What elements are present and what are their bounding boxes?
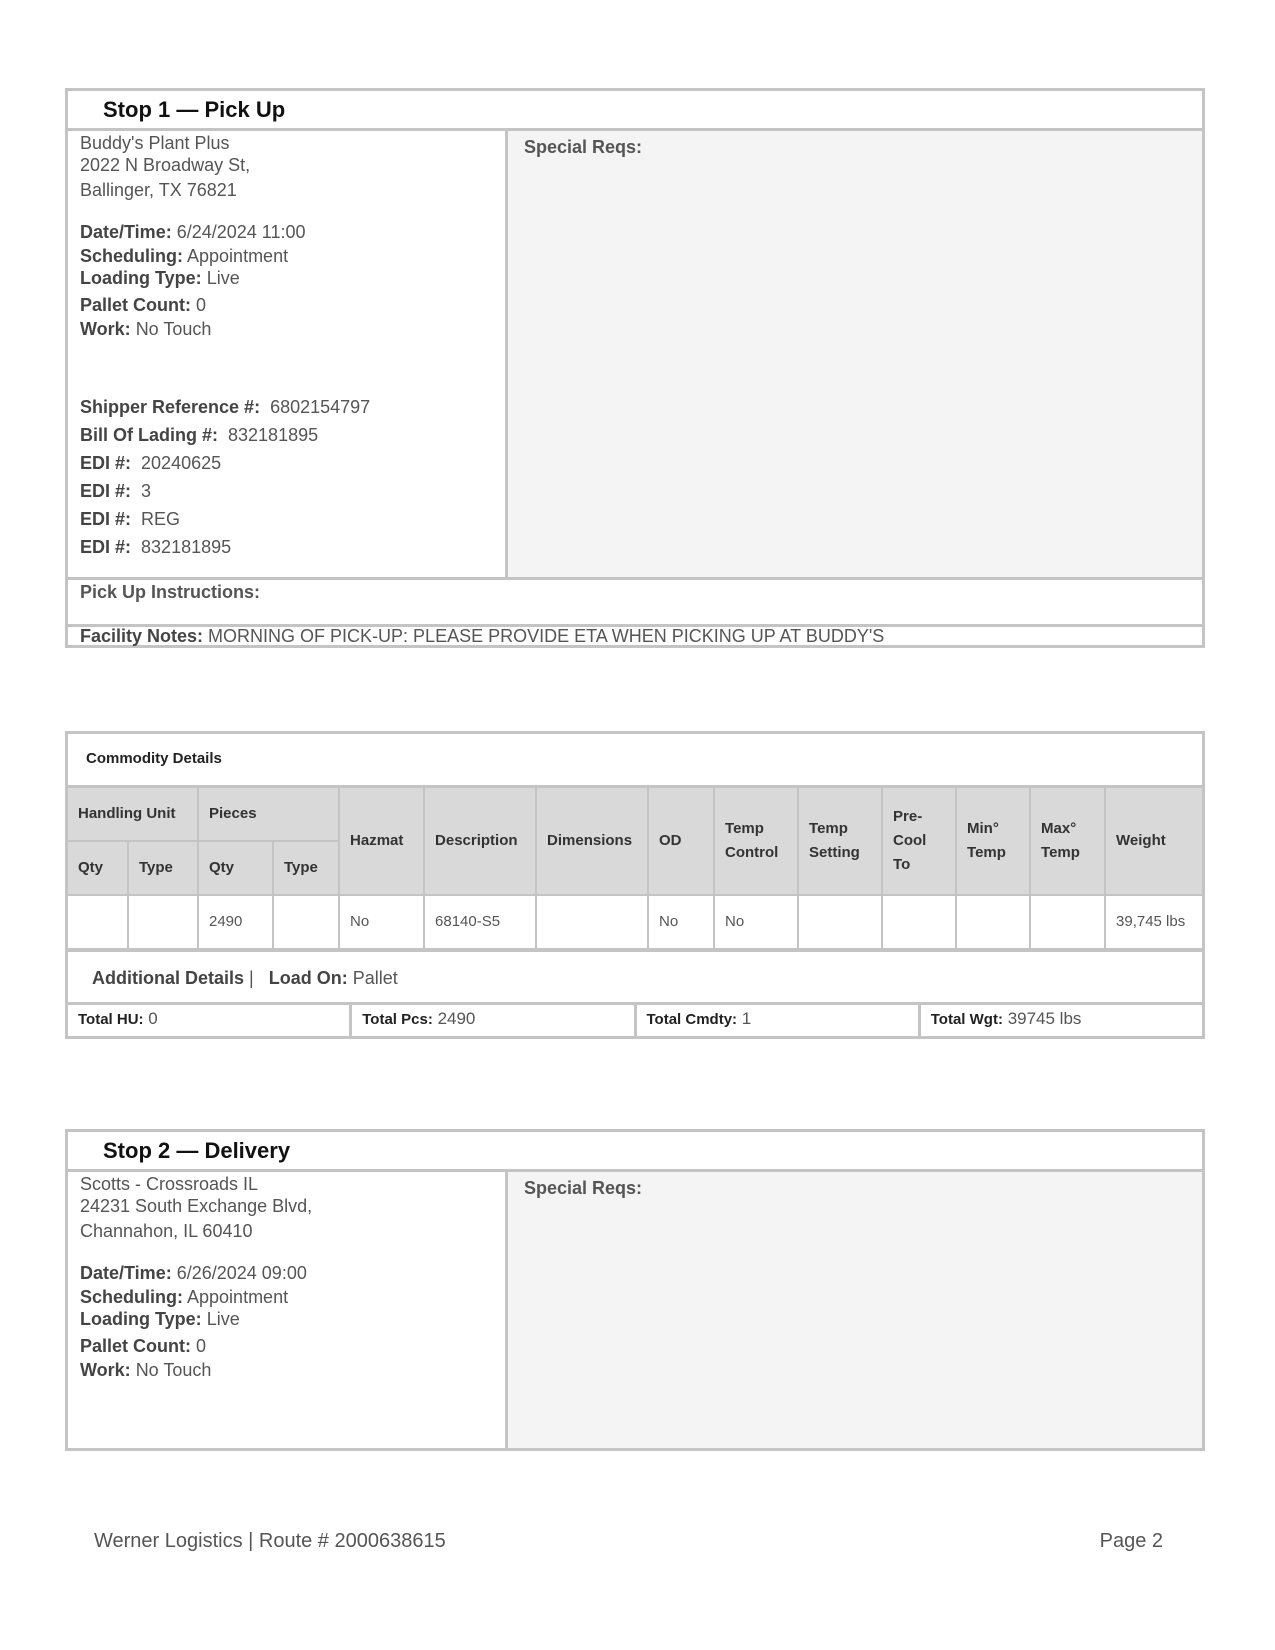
stop-1-card <box>65 88 1205 648</box>
dimensions-cell <box>536 895 648 949</box>
footer-route: Werner Logistics | Route # 2000638615 <box>94 1530 446 1552</box>
stop-1-facility-name: Buddy's Plant Plus <box>80 133 230 153</box>
temp-control-header: Temp Control <box>714 788 798 895</box>
ref-label: EDI #: <box>80 481 132 501</box>
ref-value: 832181895 <box>228 425 319 445</box>
pickup-instructions-label: Pick Up Instructions: <box>80 582 261 602</box>
hu-type-header: Type <box>128 841 198 895</box>
total-cmdty-value: 1 <box>741 1009 752 1028</box>
datetime-value: 6/26/2024 09:00 <box>176 1263 307 1283</box>
total-hu-label: Total HU: <box>78 1011 144 1028</box>
commodity-table <box>68 788 1202 950</box>
totals-row <box>68 1005 1202 1036</box>
max-temp-cell <box>1030 895 1105 949</box>
pre-cool-cell <box>882 895 956 949</box>
temp-setting-header: Temp Setting <box>798 788 882 895</box>
handling-unit-header: Handling Unit <box>68 788 198 841</box>
facility-notes-row <box>68 624 1202 648</box>
pallet-count-label: Pallet Count: <box>80 295 191 315</box>
total-wgt-label: Total Wgt: <box>930 1011 1003 1028</box>
table-row <box>68 895 1202 949</box>
stop-1-pallet-count <box>80 295 206 316</box>
load-on-value: Pallet <box>352 968 398 988</box>
total-pcs <box>352 1005 636 1036</box>
special-reqs-label: Special Reqs: <box>524 137 643 157</box>
ref-label: Shipper Reference #: <box>80 397 261 417</box>
stop-1-loading-type <box>80 268 240 289</box>
weight-cell: 39,745 lbs <box>1105 895 1202 949</box>
facility-notes-label: Facility Notes: <box>80 626 204 646</box>
description-cell: 68140-S5 <box>424 895 536 949</box>
edi-ref-4 <box>80 537 231 558</box>
stop-2-title: Stop 2 — Delivery <box>68 1132 1202 1172</box>
ref-value: 3 <box>141 481 152 501</box>
ref-value: 20240625 <box>141 453 222 473</box>
stop-2-loading-type <box>80 1309 240 1330</box>
datetime-label: Date/Time: <box>80 1263 172 1283</box>
pcs-type-header: Type <box>273 841 339 895</box>
stop-1-address-line-2: Ballinger, TX 76821 <box>80 180 237 200</box>
stop-2-datetime <box>80 1263 307 1284</box>
min-temp-cell <box>956 895 1030 949</box>
description-header: Description <box>424 788 536 895</box>
stop-2-address-line-1: 24231 South Exchange Blvd, <box>80 1196 313 1216</box>
stop-1-work <box>80 319 211 340</box>
od-cell: No <box>648 895 714 949</box>
scheduling-value: Appointment <box>187 1287 289 1307</box>
pcs-qty-cell: 2490 <box>198 895 273 949</box>
pallet-count-label: Pallet Count: <box>80 1336 191 1356</box>
facility-notes-value: MORNING OF PICK-UP: PLEASE PROVIDE ETA WHEN PICKING UP AT BUDDY'S <box>208 626 885 646</box>
ref-value: REG <box>141 509 181 529</box>
work-label: Work: <box>80 319 131 339</box>
additional-details-row: Additional Details | Load On: Pallet <box>68 950 1202 1005</box>
total-pcs-label: Total Pcs: <box>362 1011 433 1028</box>
bill-of-lading <box>80 425 318 446</box>
total-wgt <box>921 1005 1202 1036</box>
pieces-header: Pieces <box>198 788 339 841</box>
hu-qty-header: Qty <box>68 841 128 895</box>
stop-1-details <box>68 131 508 577</box>
hazmat-header: Hazmat <box>339 788 424 895</box>
ref-label: EDI #: <box>80 509 132 529</box>
loading-type-value: Live <box>206 1309 240 1329</box>
total-cmdty <box>637 1005 921 1036</box>
scheduling-value: Appointment <box>187 246 289 266</box>
stop-2-facility-name: Scotts - Crossroads IL <box>80 1174 259 1194</box>
pallet-count-value: 0 <box>196 1336 207 1356</box>
stop-2-details <box>68 1172 508 1448</box>
ref-label: EDI #: <box>80 453 132 473</box>
shipper-reference <box>80 397 370 418</box>
hu-qty-cell <box>68 895 128 949</box>
stop-1-title: Stop 1 — Pick Up <box>68 91 1202 131</box>
pre-cool-header: Pre-Cool To <box>882 788 956 895</box>
hazmat-cell: No <box>339 895 424 949</box>
total-pcs-value: 2490 <box>437 1009 476 1028</box>
stop-2-address-line-2: Channahon, IL 60410 <box>80 1221 253 1241</box>
stop-1-scheduling <box>80 246 288 267</box>
pickup-instructions-row <box>68 577 1202 624</box>
load-on-label: Load On: <box>268 968 348 988</box>
commodity-card <box>65 731 1205 1039</box>
total-hu <box>68 1005 352 1036</box>
temp-control-cell: No <box>714 895 798 949</box>
stop-1-address-line-1: 2022 N Broadway St, <box>80 155 251 175</box>
ref-value: 6802154797 <box>270 397 371 417</box>
scheduling-label: Scheduling: <box>80 1287 183 1307</box>
edi-ref-3 <box>80 509 180 530</box>
min-temp-header: Min° Temp <box>956 788 1030 895</box>
facility-notes <box>80 626 884 647</box>
ref-value: 832181895 <box>141 537 232 557</box>
stop-2-pallet-count <box>80 1336 206 1357</box>
work-label: Work: <box>80 1360 131 1380</box>
pcs-qty-header: Qty <box>198 841 273 895</box>
edi-ref-1 <box>80 453 221 474</box>
commodity-title: Commodity Details <box>68 734 1202 788</box>
work-value: No Touch <box>135 1360 212 1380</box>
work-value: No Touch <box>135 319 212 339</box>
ref-label: Bill Of Lading #: <box>80 425 218 445</box>
stop-2-special-reqs-panel <box>508 1172 1202 1448</box>
edi-ref-2 <box>80 481 151 502</box>
stop-2-scheduling <box>80 1287 288 1308</box>
special-reqs-label: Special Reqs: <box>524 1178 643 1198</box>
pcs-type-cell <box>273 895 339 949</box>
total-hu-value: 0 <box>148 1009 158 1028</box>
stop-1-datetime <box>80 222 306 243</box>
footer-page-number: Page 2 <box>1099 1530 1163 1552</box>
max-temp-header: Max° Temp <box>1030 788 1105 895</box>
datetime-value: 6/24/2024 11:00 <box>176 222 306 242</box>
ref-label: EDI #: <box>80 537 132 557</box>
loading-type-label: Loading Type: <box>80 1309 202 1329</box>
total-cmdty-label: Total Cmdty: <box>646 1011 738 1028</box>
hu-type-cell <box>128 895 198 949</box>
temp-setting-cell <box>798 895 882 949</box>
dimensions-header: Dimensions <box>536 788 648 895</box>
datetime-label: Date/Time: <box>80 222 172 242</box>
scheduling-label: Scheduling: <box>80 246 183 266</box>
stop-1-special-reqs-panel <box>508 131 1202 577</box>
loading-type-label: Loading Type: <box>80 268 202 288</box>
stop-2-card <box>65 1129 1205 1451</box>
additional-details-label: Additional Details <box>92 968 245 988</box>
stop-2-work <box>80 1360 211 1381</box>
total-wgt-value: 39745 lbs <box>1007 1009 1082 1028</box>
loading-type-value: Live <box>206 268 240 288</box>
weight-header: Weight <box>1105 788 1202 895</box>
od-header: OD <box>648 788 714 895</box>
pallet-count-value: 0 <box>196 295 207 315</box>
